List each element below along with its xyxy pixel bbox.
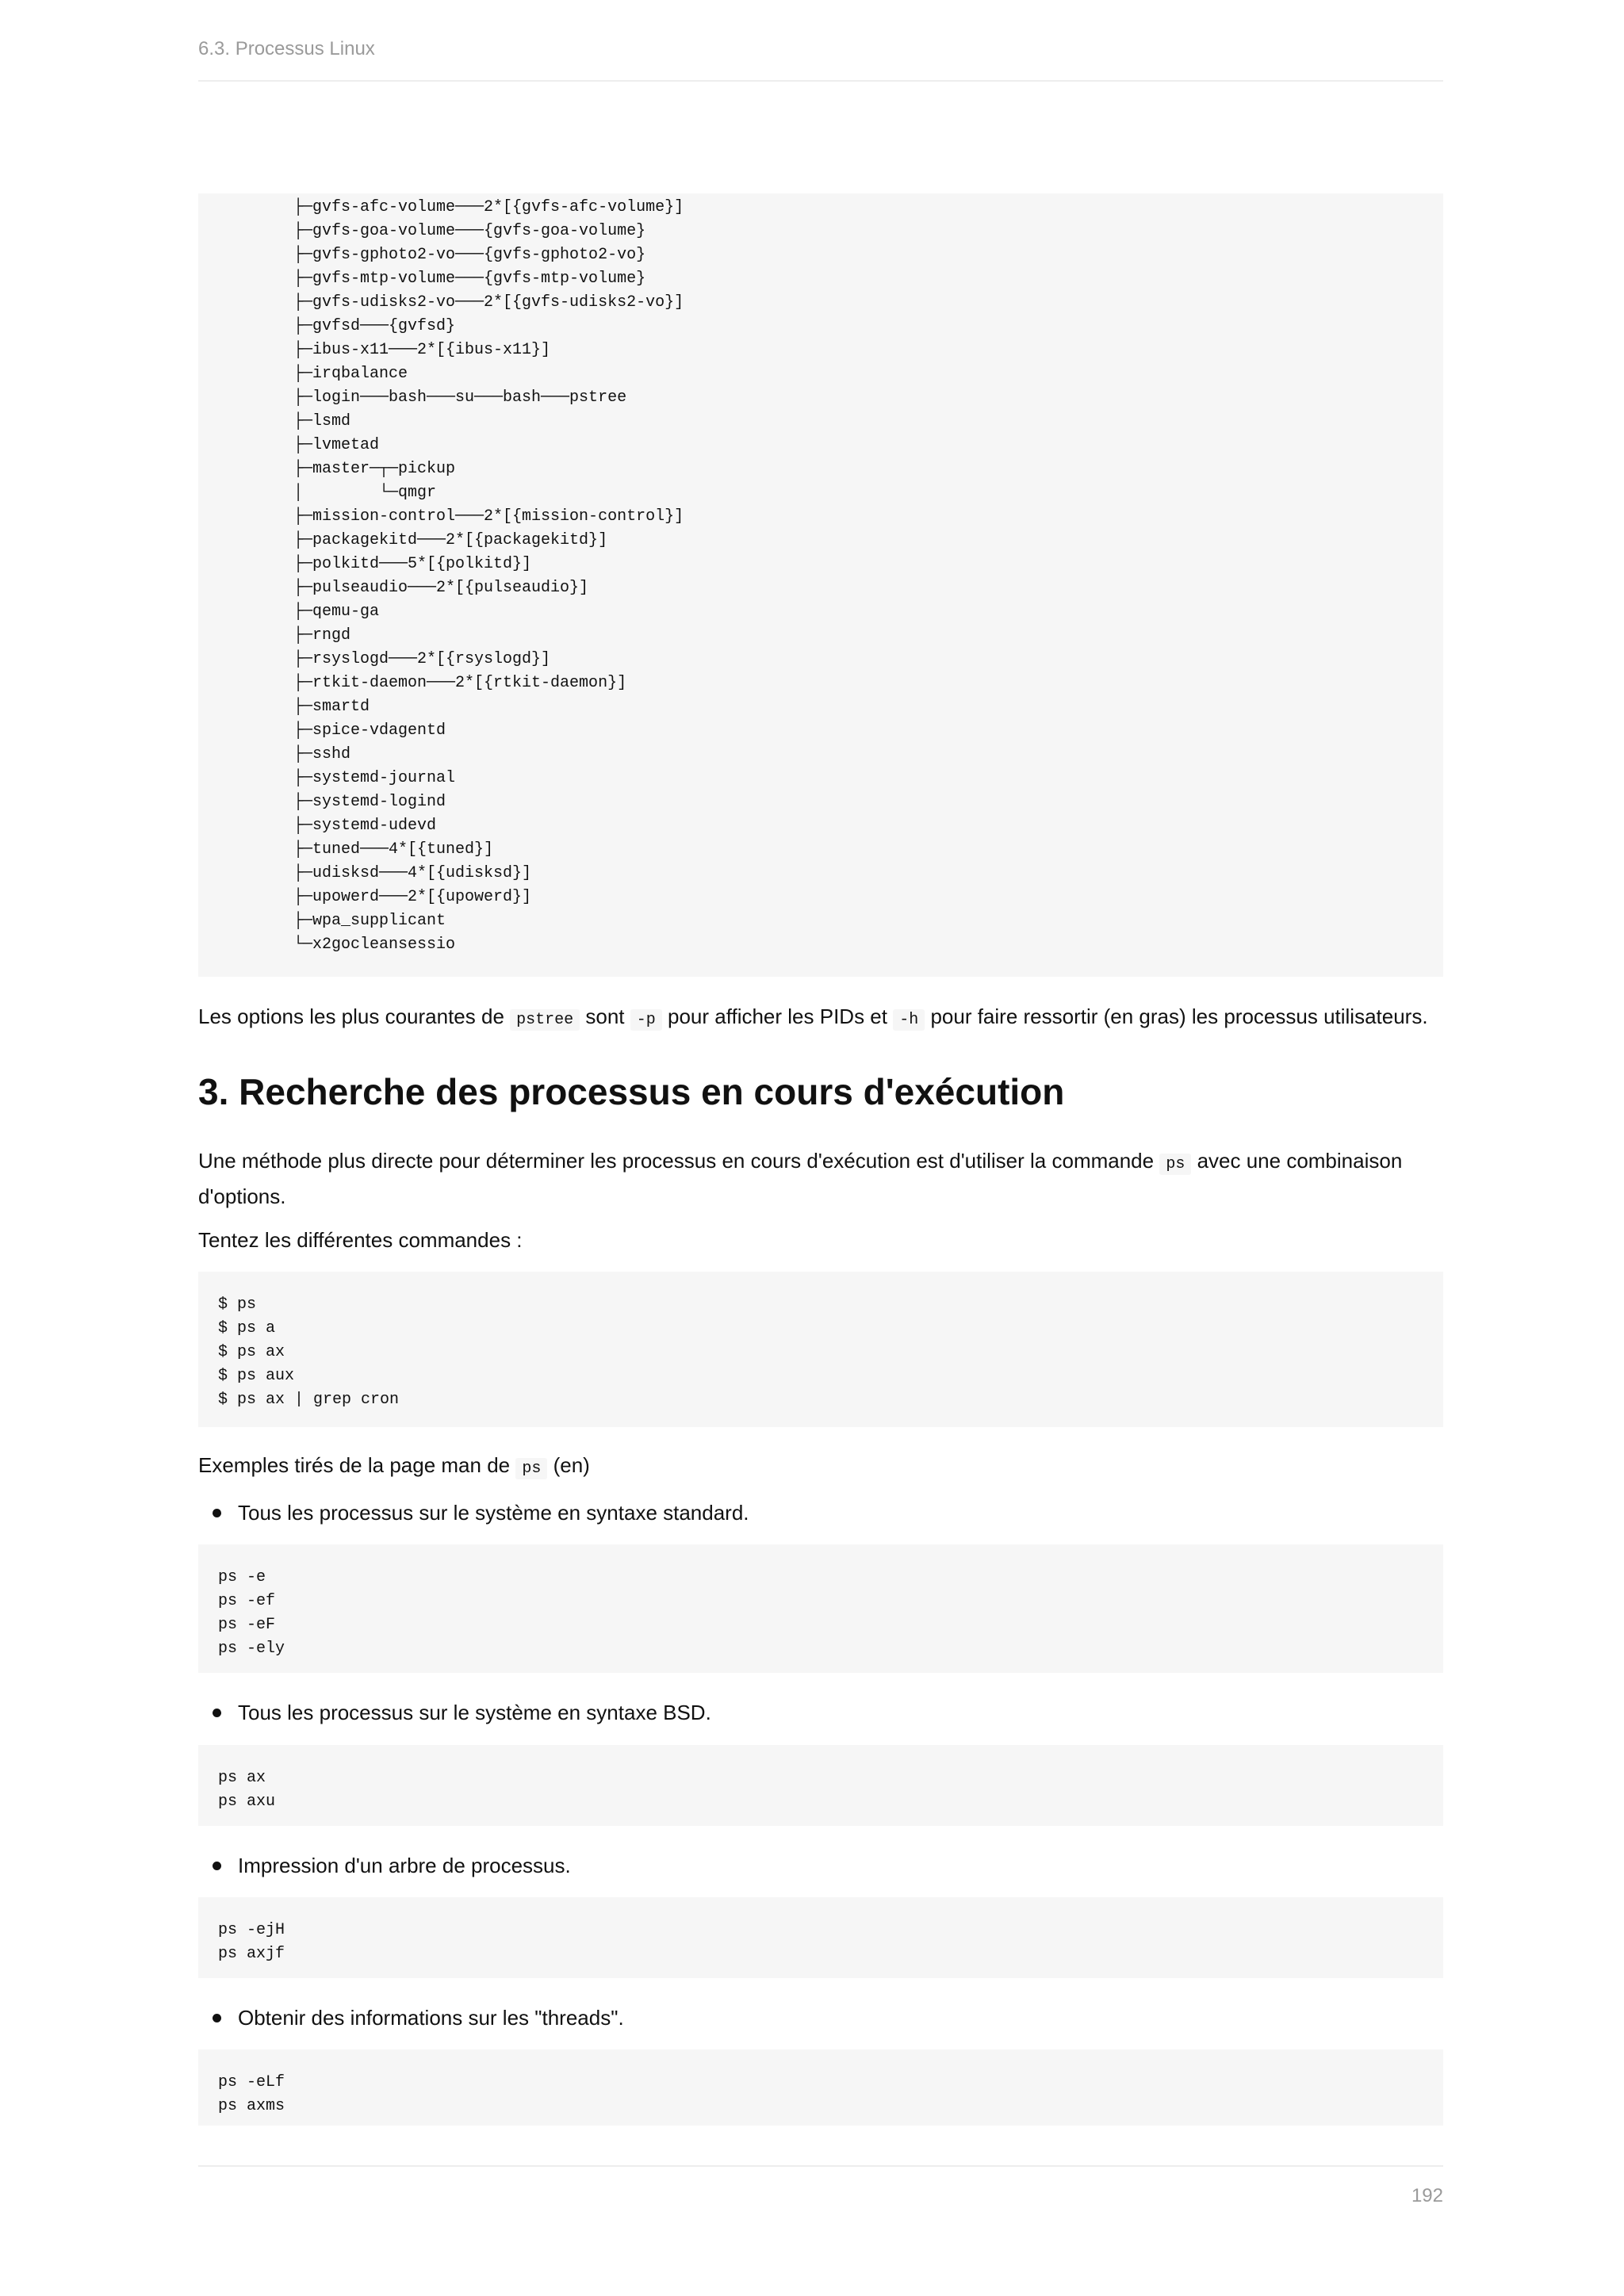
footer-divider — [198, 2165, 1443, 2167]
code-line: ps ax — [218, 1769, 266, 1787]
code-line: ├─gvfs-gphoto2-vo───{gvfs-gphoto2-vo} — [293, 246, 646, 264]
code-line: ├─pulseaudio───2*[{pulseaudio}] — [293, 579, 589, 597]
list-item-label: Tous les processus sur le système en syntaxe standard. — [238, 1501, 749, 1525]
inline-code-ps: ps — [1159, 1154, 1191, 1175]
header-divider — [198, 80, 1443, 82]
code-line: $ ps — [218, 1295, 257, 1314]
code-line: ps axms — [218, 2097, 285, 2115]
code-line: ├─gvfsd───{gvfsd} — [293, 317, 456, 335]
code-line: ├─mission-control───2*[{mission-control}] — [293, 507, 684, 526]
code-line: ├─irqbalance — [293, 365, 408, 383]
code-line: ├─login───bash───su───bash───pstree — [293, 388, 627, 407]
inline-code-ps: ps — [515, 1458, 547, 1479]
code-line: ├─lvmetad — [293, 436, 380, 454]
code-line: ├─smartd — [293, 698, 370, 716]
example-code-block — [198, 1745, 1443, 1826]
code-line: ├─master─┬─pickup — [293, 460, 456, 478]
text-run: Exemples tirés de la page man de — [198, 1453, 516, 1477]
try-commands-label: Tentez les différentes commandes : — [198, 1228, 523, 1252]
code-line: ps axjf — [218, 1945, 285, 1963]
running-header: 6.3. Processus Linux — [198, 38, 375, 59]
code-line: ├─systemd-udevd — [293, 817, 437, 835]
page-number: 192 — [1411, 2185, 1443, 2206]
text-run: Les options les plus courantes de — [198, 1004, 511, 1028]
code-line: └─x2gocleansessio — [293, 936, 456, 954]
code-line: ├─rsyslogd───2*[{rsyslogd}] — [293, 650, 551, 668]
code-line: ├─gvfs-afc-volume───2*[{gvfs-afc-volume}] — [293, 198, 684, 216]
code-line: ├─rngd — [293, 626, 351, 645]
list-item — [198, 1850, 1443, 1881]
example-code-block — [198, 1544, 1443, 1673]
list-item — [198, 1697, 1443, 1728]
code-line: ├─systemd-logind — [293, 793, 446, 811]
code-line: ps -eF — [218, 1616, 276, 1634]
list-item-label: Impression d'un arbre de processus. — [238, 1854, 571, 1877]
code-line: ├─lsmd — [293, 412, 351, 430]
intro-paragraph — [198, 1145, 1443, 1212]
code-line: ├─packagekitd───2*[{packagekitd}] — [293, 531, 608, 549]
inline-code-pstree: pstree — [510, 1009, 580, 1031]
try-commands-block — [198, 1272, 1443, 1427]
code-line: ps -ejH — [218, 1921, 285, 1939]
text-run: (en) — [547, 1453, 590, 1477]
list-item-label: Obtenir des informations sur les "threads". — [238, 2006, 624, 2030]
text-run: avec une combinaison d'options. — [198, 1149, 1403, 1208]
code-line: ps -ef — [218, 1592, 276, 1610]
code-line: ├─gvfs-mtp-volume───{gvfs-mtp-volume} — [293, 270, 646, 288]
inline-code-h-flag: -h — [893, 1009, 925, 1031]
example-code-block — [198, 1897, 1443, 1978]
code-line: ├─qemu-ga — [293, 603, 380, 621]
bullet-dot — [213, 1709, 221, 1717]
code-line: ├─wpa_supplicant — [293, 912, 446, 930]
text-run: pour afficher les PIDs et — [661, 1004, 894, 1028]
pstree-options-paragraph — [198, 1001, 1443, 1036]
code-line: ├─sshd — [293, 745, 351, 763]
code-line: ├─ibus-x11───2*[{ibus-x11}] — [293, 341, 551, 359]
code-line: ├─tuned───4*[{tuned}] — [293, 840, 494, 859]
code-line: ├─rtkit-daemon───2*[{rtkit-daemon}] — [293, 674, 627, 692]
code-line: ├─gvfs-udisks2-vo───2*[{gvfs-udisks2-vo}] — [293, 293, 684, 312]
bullet-dot — [213, 1862, 221, 1870]
examples-label — [198, 1449, 1443, 1485]
code-line: ├─udisksd───4*[{udisksd}] — [293, 864, 532, 882]
code-line: $ ps ax | grep cron — [218, 1391, 400, 1409]
bullet-dot — [213, 1509, 221, 1517]
inline-code-p-flag: -p — [630, 1009, 662, 1031]
code-line: ps -ely — [218, 1640, 285, 1658]
text-run: Une méthode plus directe pour déterminer les processus en cours d'exécution est d'utiliser la commande — [198, 1149, 1160, 1173]
code-line: ps -eLf — [218, 2073, 285, 2091]
code-line: $ ps aux — [218, 1367, 295, 1385]
list-item — [198, 1497, 1443, 1529]
list-item-label: Tous les processus sur le système en syntaxe BSD. — [238, 1701, 711, 1724]
bullet-dot — [213, 2014, 221, 2022]
code-line: ps axu — [218, 1793, 276, 1811]
list-item — [198, 2002, 1443, 2034]
code-line: $ ps ax — [218, 1343, 285, 1361]
section-heading: 3. Recherche des processus en cours d'exécution — [198, 1071, 1065, 1112]
pstree-output-block — [198, 193, 1443, 977]
example-code-block — [198, 2049, 1443, 2126]
code-line: ps -e — [218, 1568, 266, 1586]
code-line: │ └─qmgr — [293, 484, 437, 502]
code-line: ├─upowerd───2*[{upowerd}] — [293, 888, 532, 906]
code-line: ├─systemd-journal — [293, 769, 456, 787]
code-line: $ ps a — [218, 1319, 276, 1337]
text-run: pour faire ressortir (en gras) les processus utilisateurs. — [925, 1004, 1428, 1028]
text-run: sont — [580, 1004, 630, 1028]
code-line: ├─spice-vdagentd — [293, 721, 446, 740]
code-line: ├─gvfs-goa-volume───{gvfs-goa-volume} — [293, 222, 646, 240]
code-line: ├─polkitd───5*[{polkitd}] — [293, 555, 532, 573]
